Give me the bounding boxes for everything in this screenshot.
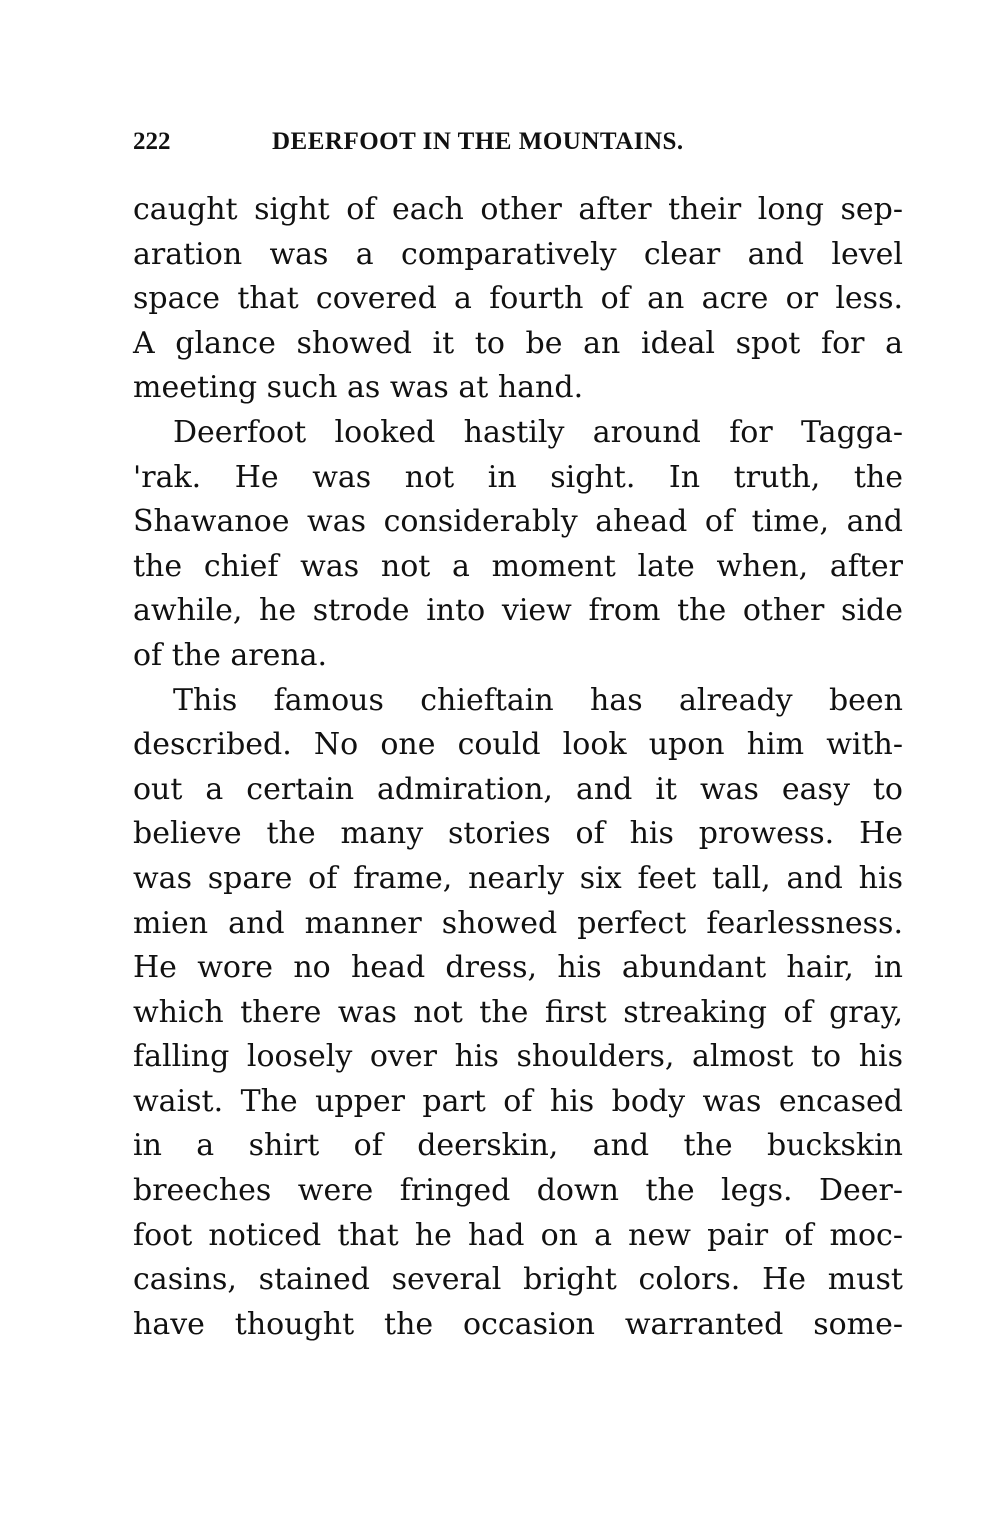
text-line: waist. The upper part of his body was encased: [133, 1083, 903, 1119]
running-title: DEERFOOT IN THE MOUNTAINS.: [272, 128, 684, 155]
text-line: He wore no head dress, his abundant hair, in: [133, 950, 903, 986]
body-text: [133, 188, 903, 1347]
text-line: space that covered a fourth of an acre or less.: [133, 281, 903, 317]
text-line: out a certain admiration, and it was easy to: [133, 771, 903, 807]
text-line: awhile, he strode into view from the other side: [133, 593, 903, 629]
text-line: falling loosely over his shoulders, almost to his: [133, 1039, 903, 1075]
text-line: which there was not the first streaking of gray,: [133, 994, 903, 1030]
text-line: caught sight of each other after their long sep-: [133, 192, 903, 227]
text-line: Shawanoe was considerably ahead of time, and: [133, 504, 903, 540]
text-line: meeting such as was at hand.: [133, 370, 584, 406]
text-line: was spare of frame, nearly six feet tall, and his: [133, 860, 903, 896]
text-line: casins, stained several bright colors. He must: [133, 1262, 903, 1298]
text-line: breeches were fringed down the legs. Deer-: [133, 1173, 903, 1209]
page-header: [133, 128, 903, 168]
text-line: 'rak. He was not in sight. In truth, the: [133, 459, 903, 495]
text-line: This famous chieftain has already been: [173, 682, 903, 718]
text-line: described. No one could look upon him with-: [133, 727, 903, 763]
text-line: believe the many stories of his prowess. He: [133, 816, 903, 852]
text-line: mien and manner showed perfect fearlessness.: [133, 905, 903, 941]
text-line: A glance showed it to be an ideal spot for a: [133, 325, 903, 361]
text-line: have thought the occasion warranted some-: [133, 1306, 903, 1342]
text-line: of the arena.: [133, 637, 328, 673]
text-line: Deerfoot looked hastily around for Tagga-: [173, 414, 903, 450]
text-line: aration was a comparatively clear and level: [133, 236, 903, 272]
text-line: the chief was not a moment late when, after: [133, 548, 903, 584]
text-line: in a shirt of deerskin, and the buckskin: [133, 1128, 903, 1164]
text-line: foot noticed that he had on a new pair of moc-: [133, 1217, 903, 1253]
page-number: 222: [133, 128, 171, 155]
